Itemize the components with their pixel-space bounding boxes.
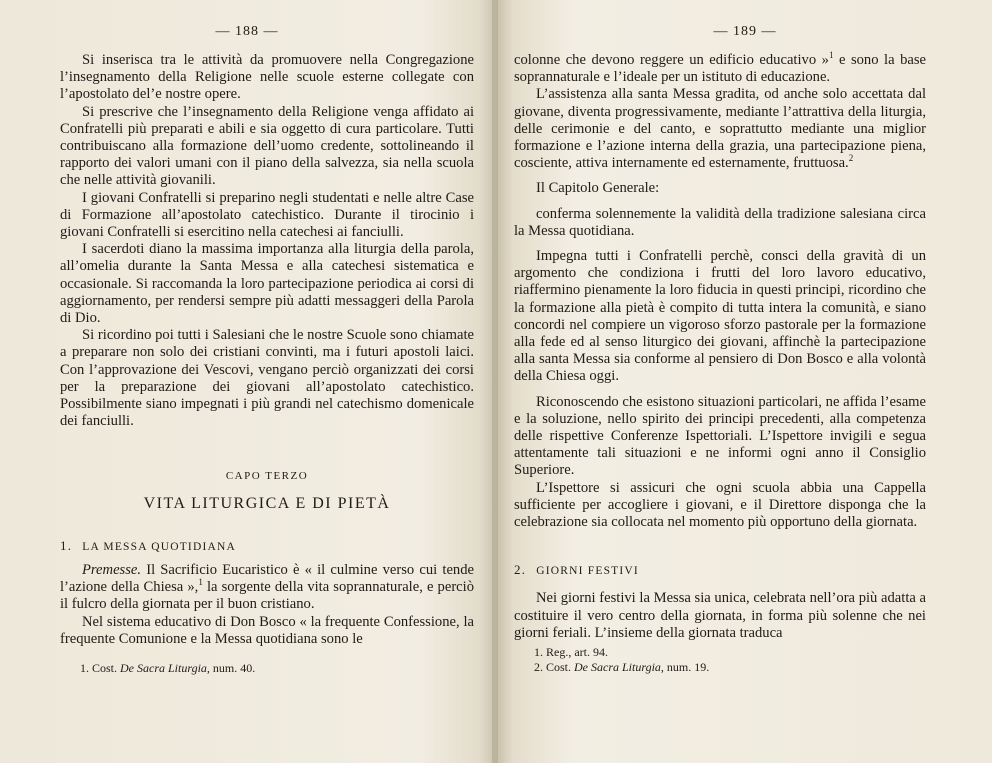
capitolo-heading: Il Capitolo Generale: bbox=[536, 180, 660, 197]
paragraph-text: colonne che devono reggere un edificio educativo » bbox=[514, 52, 829, 68]
footnote bbox=[80, 661, 255, 676]
section-heading bbox=[60, 537, 474, 556]
page-number: — 188 — bbox=[215, 24, 279, 39]
paragraph: Nei giorni festivi la Messa sia unica, celebrata nell’ora più adatta a costituire il vero centro della giornata, in forma più solenne che nei giorni feriali. L’insieme della giornata traduca bbox=[514, 590, 926, 641]
footnote-prefix: 2. Cost. bbox=[534, 660, 572, 674]
paragraph: Si inserisca tra le attività da promuovere nella Congregazione l’insegnamento della Religione nelle scuole esterne collegate con l’apostolato del’e nostre opere. bbox=[60, 52, 474, 103]
premesse-text: Il Sacrificio Eucaristico è « il culmine verso cui tende l’azione della Chiesa », bbox=[60, 562, 474, 596]
premesse-text-continued: la sorgente della vita soprannaturale, e perciò il fulcro della giornata per il buon cristiano. bbox=[60, 579, 475, 613]
paragraph: I giovani Confratelli si preparino negli studentati e nelle altre Case di Formazione all’apostolato catechistico. Durante il tirocinio i giovani Confratelli si esercitino nella catechesi ai fanciulli. bbox=[60, 189, 474, 241]
paragraph: Riconoscendo che esistono situazioni particolari, ne affida l’esame e la soluzione, nello spirito dei principi precedenti, alla competenza delle rispettive Conferenze Ispettoriali. L’Ispettore invigili e segua attentamente tali situazioni e ne informi ogni anno il Consiglio Superiore. bbox=[514, 393, 926, 479]
paragraph-text-continued: e sono la base soprannaturale e l’ideale per un istituto di educazione. bbox=[514, 52, 926, 86]
footnote-title: De Sacra Liturgia, bbox=[574, 660, 664, 674]
page-number: — 189 — bbox=[713, 24, 777, 39]
footnote: 1. Reg., art. 94. bbox=[534, 645, 608, 659]
footnote-prefix: 1. Cost. bbox=[80, 661, 118, 675]
footnote-suffix: num. 40. bbox=[212, 661, 256, 675]
right-page-body bbox=[514, 52, 926, 642]
paragraph: conferma solennemente la validità della tradizione salesiana circa la Messa quotidiana. bbox=[514, 205, 926, 239]
chapter-label: CAPO TERZO bbox=[225, 470, 309, 483]
paragraph-text: L’assistenza alla santa Messa gradita, od anche solo accettata dal giovane, diventa progressivamente, mediante l’attrattiva della liturgia, delle cerimonie e del canto, e soprattutto mediante una miglior formazione e l’azione interna della grazia, una partecipazione piena, cosciente, attiva internamente ed esternamente, fruttuosa. bbox=[514, 86, 926, 172]
paragraph: Si ricordino poi tutti i Salesiani che le nostre Scuole sono chiamate a preparare non solo dei cristiani convinti, ma i futuri apostoli laici. Con l’approvazione dei Vescovi, vengano perciò organizzati dei corsi per la preparazione dei giovani all’apostolato catechistico. Possibilmente siano impegnati i più grandi nel catechismo domenicale dei fanciulli. bbox=[60, 327, 474, 430]
footnotes bbox=[80, 661, 255, 676]
section-number: 1. bbox=[60, 537, 73, 553]
right-page bbox=[498, 0, 992, 763]
section-title: GIORNI FESTIVI bbox=[536, 565, 639, 578]
paragraph: I sacerdoti diano la massima importanza alla liturgia della parola, all’omelia durante la Santa Messa e alla catechesi sistematica e occasionale. Si raccomanda la loro partecipazione periodica ai corsi di aggiornamento, per rendersi sempre più adatti messaggeri della Parola di Dio. bbox=[60, 241, 474, 327]
chapter-title: VITA LITURGICA E DI PIETÀ bbox=[143, 494, 391, 512]
section-title: LA MESSA QUOTIDIANA bbox=[82, 540, 237, 553]
paragraph: Impegna tutti i Confratelli perchè, consci della gravità di un argomento che condiziona i frutti del loro lavoro educativo, riaffermino pienamente la loro fiducia in questi principi, ricordino che la formazione alla pietà è compito di tutta intera la comunità, e siano concordi nel compiere un vigoroso sforzo pastorale per la formazione alla fede ed al senso liturgico dei giovani, affinchè la partecipazione alla santa Messa sia conforme al pensiero di Don Bosco e alla volontà della Chiesa oggi. bbox=[514, 248, 926, 385]
paragraph: L’Ispettore si assicuri che ogni scuola abbia una Cappella sufficiente per accogliere i giovani, e il Direttore disponga che la celebrazione sia collocata nel momento più opportuno della giornata. bbox=[514, 479, 926, 531]
left-page-body bbox=[60, 52, 474, 648]
left-page bbox=[0, 0, 494, 763]
section-heading bbox=[514, 561, 926, 580]
section-number: 2. bbox=[514, 562, 527, 578]
paragraph bbox=[514, 86, 926, 172]
footnote bbox=[534, 660, 709, 675]
footnote-title: De Sacra Liturgia, bbox=[120, 661, 210, 675]
paragraph bbox=[514, 52, 926, 86]
paragraph: Nel sistema educativo di Don Bosco « la frequente Confessione, la frequente Comunione e la Messa quotidiana sono le bbox=[60, 613, 474, 647]
footnotes bbox=[534, 645, 709, 675]
premesse-paragraph bbox=[60, 562, 474, 614]
premesse-label: Premesse. bbox=[82, 562, 142, 579]
footnote-suffix: num. 19. bbox=[666, 660, 710, 674]
footnote-ref: 1 bbox=[828, 50, 834, 61]
footnote-ref: 2 bbox=[848, 153, 854, 164]
footnote-ref: 1 bbox=[198, 577, 203, 588]
paragraph: Si prescrive che l’insegnamento della Religione venga affidato ai Confratelli più preparati e abili e sia oggetto di cura particolare. Tutti contribuiscano alla formazione dell’uomo credente, sottolineando il rapporto dei valori umani con il piano della salvezza, sia nella scuola che nelle attività giovanili. bbox=[60, 103, 474, 189]
